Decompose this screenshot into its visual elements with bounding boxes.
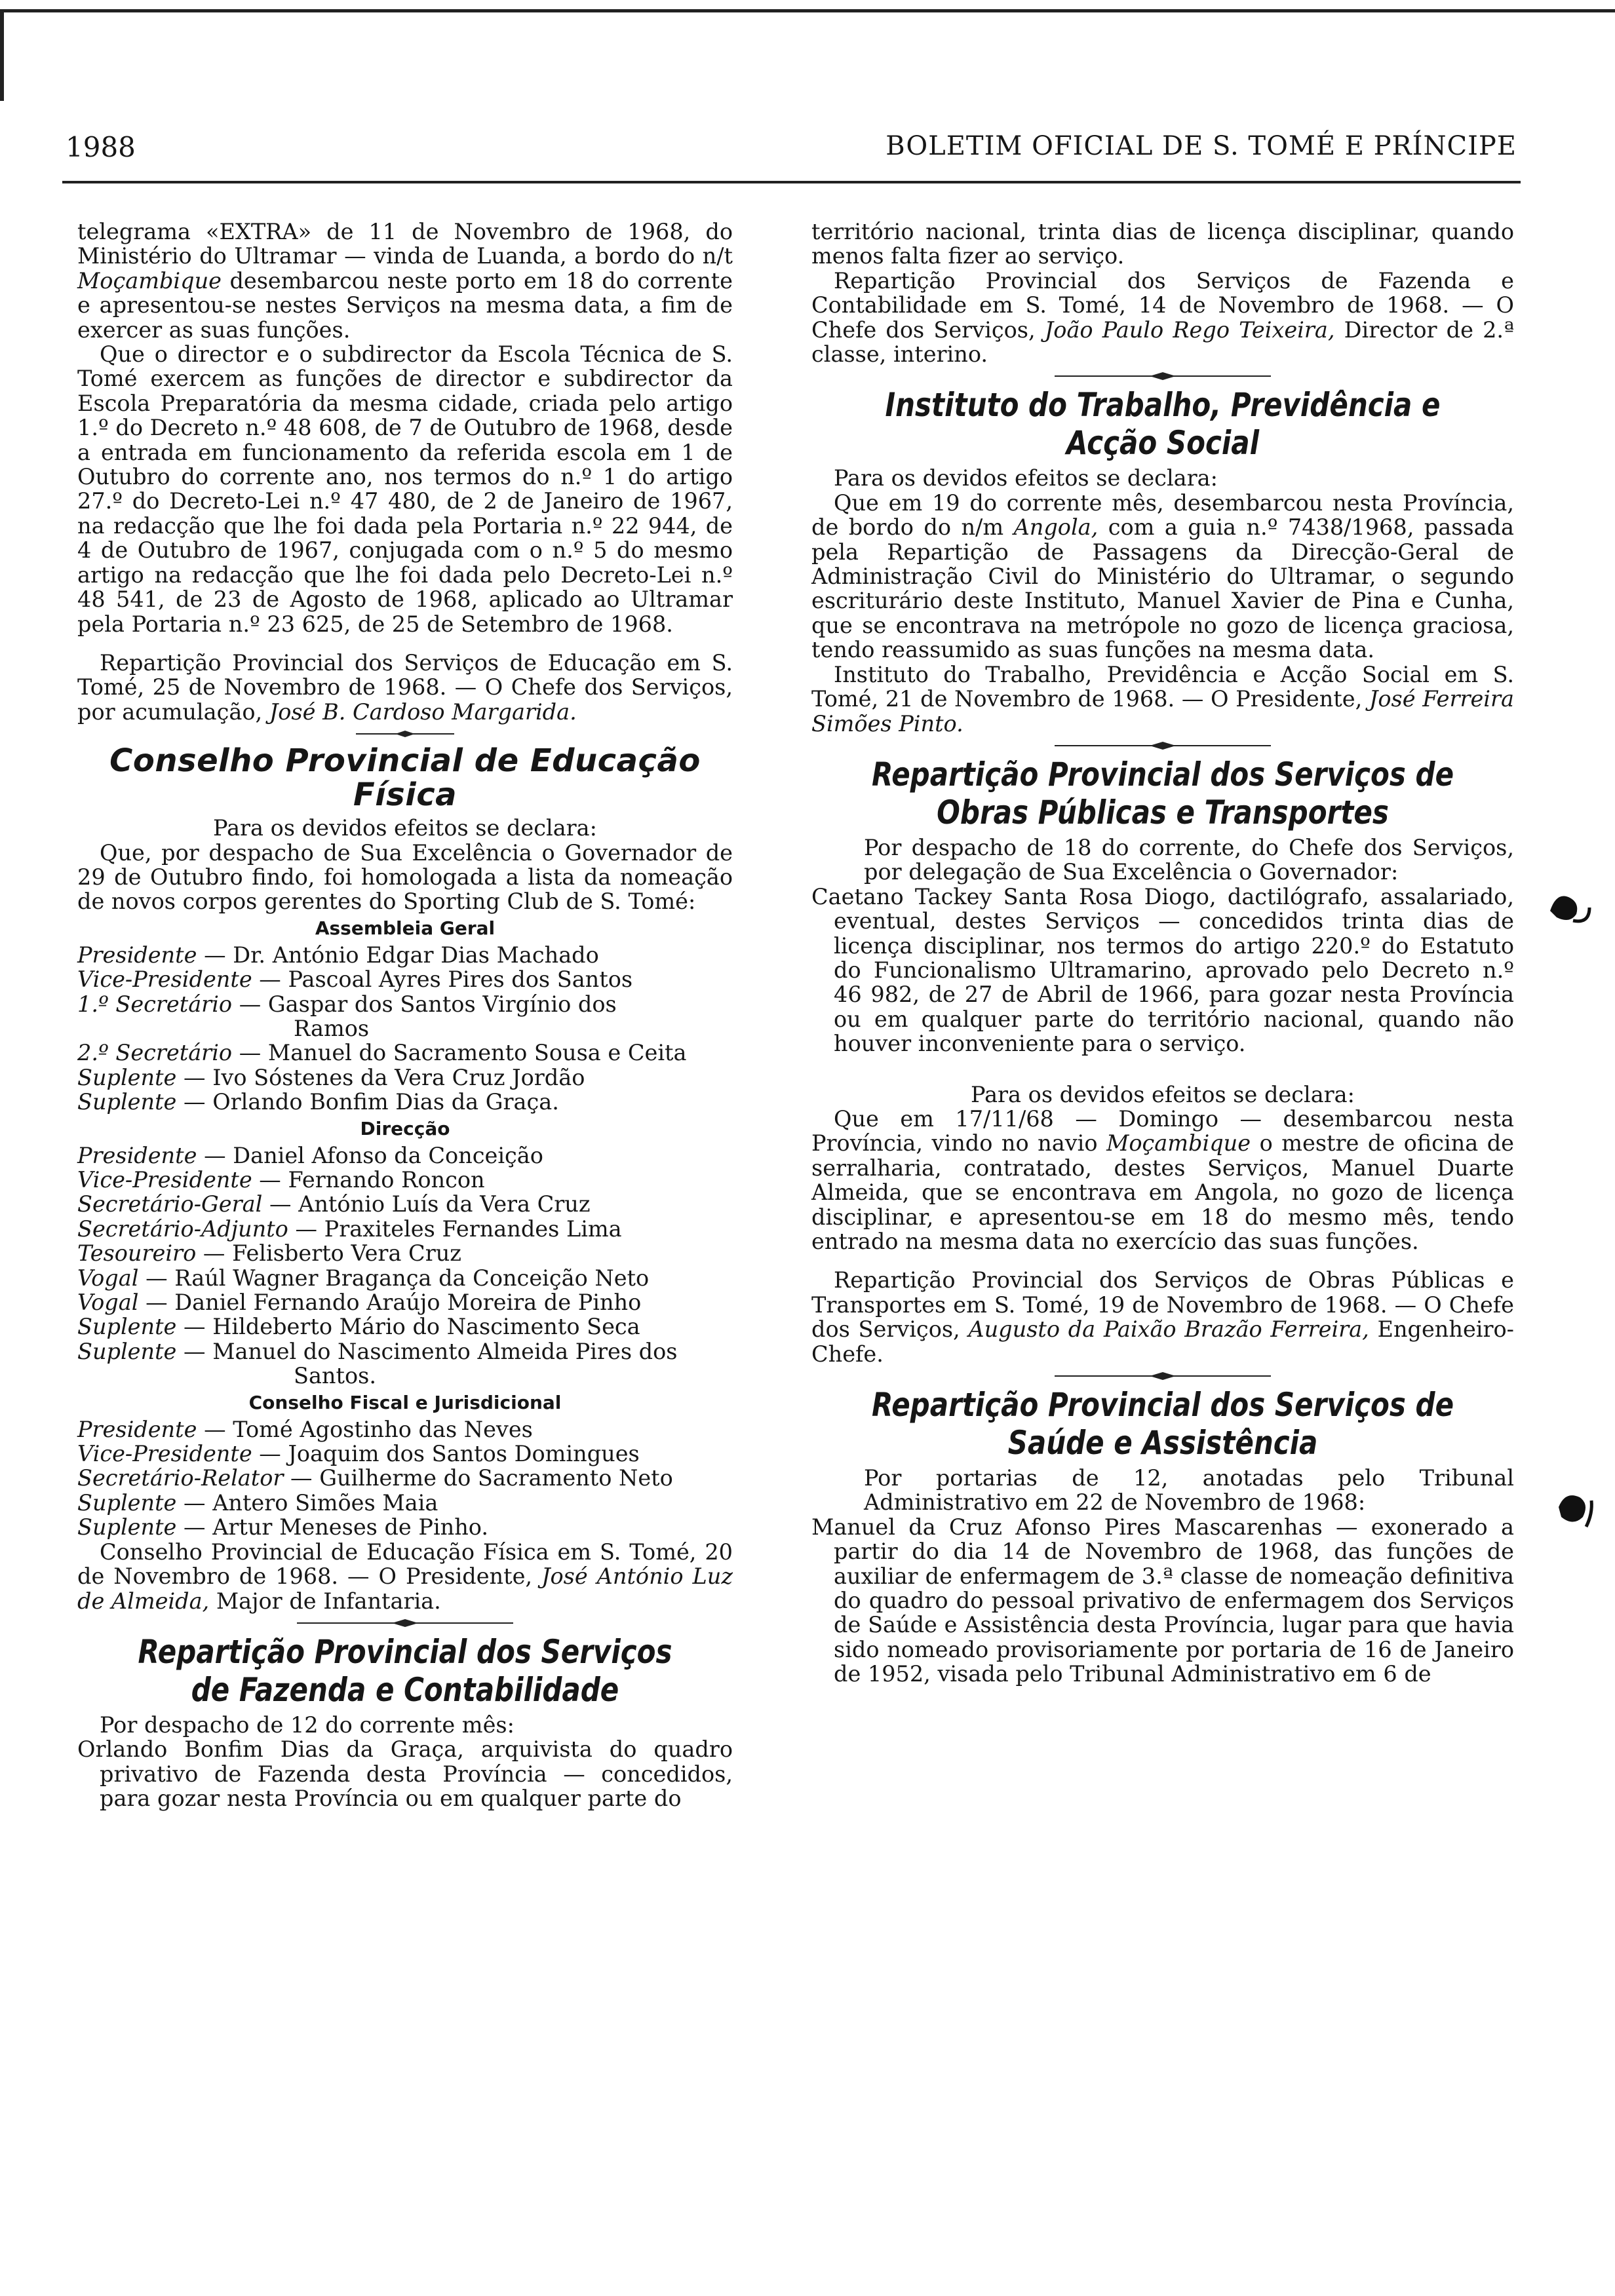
member-row: Suplente — Antero Simões Maia <box>77 1489 438 1516</box>
signature-paragraph: Repartição Provincial dos Serviços de Obras Públicas e Transportes em S. Tomé, 19 de Novembro de 1968. — O Chefe dos Serviços, Augusto da Paixão Brazão Ferreira, Engenheiro-Chefe. <box>811 1267 1514 1367</box>
name-continuation: Santos. <box>294 1363 376 1389</box>
member-list <box>77 1143 733 1388</box>
header-rule <box>62 181 1521 183</box>
member-row: Suplente — Hildeberto Mário do Nascimento Seca <box>77 1314 640 1340</box>
member-list <box>77 1417 733 1540</box>
member-row: Vogal — Raúl Wagner Bragança da Conceição Neto <box>77 1265 650 1291</box>
right-column <box>811 220 1514 1687</box>
member-row: Vogal — Daniel Fernando Araújo Moreira de Pinho <box>77 1290 642 1316</box>
member-row: Secretário-Relator — Guilherme do Sacramento Neto <box>77 1465 673 1491</box>
section-divider-ornament <box>297 1618 513 1628</box>
top-border-line <box>0 9 1615 12</box>
paragraph: Que em 17/11/68 — Domingo — desembarcou nesta Província, vindo no navio Moçambique o mestre de oficina de serralharia, contratado, destes Serviços, Manuel Duarte Almeida, que se encontrava em Angola, no gozo de licença disciplinar, e apresentou-se em 18 do mesmo mês, tendo entrado na mesma data no exercício das suas funções. <box>811 1105 1514 1254</box>
member-row: Suplente — Artur Meneses de Pinho. <box>77 1514 489 1540</box>
signature-paragraph: Repartição Provincial dos Serviços de Fazenda e Contabilidade em S. Tomé, 14 de Novembro de 1968. — O Chefe dos Serviços, João Paulo Rego Teixeira, Director de 2.ª classe, interino. <box>811 267 1514 368</box>
declaration-line: Para os devidos efeitos se declara: <box>834 465 1218 491</box>
member-row: Vice-Presidente — Joaquim dos Santos Domingues <box>77 1441 640 1467</box>
member-row: Suplente — Manuel do Nascimento Almeida Pires dos <box>77 1338 678 1364</box>
section-divider-ornament <box>356 729 454 738</box>
member-row: 2.º Secretário — Manuel do Sacramento Sousa e Ceita <box>77 1040 687 1066</box>
signature-paragraph: Conselho Provincial de Educação Física em S. Tomé, 20 de Novembro de 1968. — O Presidente, José António Luz de Almeida, Major de Infantaria. <box>77 1539 733 1614</box>
name-continuation: Ramos <box>294 1015 370 1041</box>
subheading: Direcção <box>360 1117 450 1139</box>
page-number: 1988 <box>66 131 136 163</box>
member-row: Presidente — Dr. António Edgar Dias Machado <box>77 942 599 968</box>
paragraph: Que o director e o subdirector da Escola Técnica de S. Tomé exercem as funções de director e subdirector da Escola Preparatória da mesma cidade, criada pelo artigo 1.º do Decreto n.º 48 608, de 7 de Outubro de 1968, desde a entrada em funcionamento da referida escola em 1 de Outubro do corrente ano, nos termos do n.º 1 do artigo 27.º do Decreto-Lei n.º 47 480, de 2 de Janeiro de 1967, na redacção que lhe foi dada pela Portaria n.º 22 944, de 4 de Outubro de 1967, conjugada com o n.º 5 do mesmo artigo na redacção que lhe foi dada pelo Decreto-Lei n.º 48 541, de 23 de Agosto de 1968, aplicado ao Ultramar pela Portaria n.º 23 625, de 25 de Setembro de 1968. <box>77 341 733 637</box>
section-title: Conselho Provincial de Educação Física <box>109 742 701 814</box>
member-row: Secretário-Geral — António Luís da Vera Cruz <box>77 1191 591 1217</box>
left-edge-mark <box>0 9 4 101</box>
paragraph: território nacional, trinta dias de licença disciplinar, quando menos falta fizer ao serviço. <box>811 219 1514 269</box>
ink-mark-icon <box>1553 1487 1599 1533</box>
paragraph: Que, por despacho de Sua Excelência o Governador de 29 de Outubro findo, foi homologada a lista da nomeação de novos corpos gerentes do Sporting Club de S. Tomé: <box>77 839 733 915</box>
subheading: Conselho Fiscal e Jurisdicional <box>248 1391 562 1413</box>
left-column <box>77 220 733 1811</box>
member-row: Vice-Presidente — Pascoal Ayres Pires dos Santos <box>77 966 633 993</box>
signature-paragraph: Repartição Provincial dos Serviços de Educação em S. Tomé, 25 de Novembro de 1968. — O Chefe dos Serviços, por acumulação, José B. Cardoso Margarida. <box>77 649 733 725</box>
section-title: Repartição Provincial dos Serviços de Fazenda e Contabilidade <box>138 1632 672 1709</box>
section-divider-ornament <box>1055 741 1271 750</box>
section-title: Repartição Provincial dos Serviços de Obras Públicas e Transportes <box>871 755 1454 832</box>
running-header: BOLETIM OFICIAL DE S. TOMÉ E PRÍNCIPE <box>885 131 1517 161</box>
subheading: Assembleia Geral <box>315 917 496 939</box>
paragraph: Que em 19 do corrente mês, desembarcou nesta Província, de bordo do n/m Angola, com a guia n.º 7438/1968, passada pela Repartição de Passagens da Direcção-Geral de Administração Civil do Ministério do Ultramar, o segundo escriturário deste Instituto, Manuel Xavier de Pina e Cunha, que se encontrava na metrópole no gozo de licença graciosa, tendo reassumido as suas funções na mesma data. <box>811 489 1514 663</box>
member-row: Tesoureiro — Felisberto Vera Cruz <box>77 1240 461 1267</box>
member-row: Vice-Presidente — Fernando Roncon <box>77 1167 485 1193</box>
section-title: Repartição Provincial dos Serviços de Saúde e Assistência <box>871 1386 1454 1463</box>
member-row: Secretário-Adjunto — Praxiteles Fernandes Lima <box>77 1215 622 1242</box>
declaration-line: Para os devidos efeitos se declara: <box>213 815 597 841</box>
section-title: Instituto do Trabalho, Previdência e Acção Social <box>885 386 1441 463</box>
paragraph: telegrama «EXTRA» de 11 de Novembro de 1968, do Ministério do Ultramar — vinda de Luanda, a bordo do n/t Moçambique desembarcou neste porto em 18 do corrente e apresentou-se nestes Serviços na mesma data, a fim de exercer as suas funções. <box>77 219 733 343</box>
member-row: Presidente — Tomé Agostinho das Neves <box>77 1416 533 1442</box>
paragraph: Caetano Tackey Santa Rosa Diogo, dactilógrafo, assalariado, eventual, destes Serviços — concedidos trinta dias de licença disciplinar, nos termos do artigo 220.º do Estatuto do Funcionalismo Ultramarino, aprovado pelo Decreto n.º 46 982, de 27 de Abril de 1966, para gozar nesta Província ou em qualquer parte do território nacional, quando não houver inconveniente para o serviço. <box>811 883 1514 1057</box>
paragraph: Orlando Bonfim Dias da Graça, arquivista do quadro privativo de Fazenda desta Província — concedidos, para gozar nesta Província ou em qualquer parte do <box>77 1736 733 1812</box>
member-row: Suplente — Ivo Sóstenes da Vera Cruz Jordão <box>77 1064 585 1090</box>
ink-mark-icon <box>1544 885 1596 930</box>
member-row: Suplente — Orlando Bonfim Dias da Graça. <box>77 1089 559 1115</box>
intro-line: Por despacho de 12 do corrente mês: <box>100 1712 515 1738</box>
intro-line: Por despacho de 18 do corrente, do Chefe dos Serviços, por delegação de Sua Excelência o Governador: <box>864 834 1514 885</box>
section-divider-ornament <box>1055 1371 1271 1381</box>
section-divider-ornament <box>1055 372 1271 381</box>
intro-line: Por portarias de 12, anotadas pelo Tribunal Administrativo em 22 de Novembro de 1968: <box>864 1465 1514 1516</box>
declaration-line: Para os devidos efeitos se declara: <box>971 1081 1355 1107</box>
member-row: Presidente — Daniel Afonso da Conceição <box>77 1142 543 1168</box>
member-row: 1.º Secretário — Gaspar dos Santos Virgínio dos <box>77 991 617 1017</box>
signature-paragraph: Instituto do Trabalho, Previdência e Acção Social em S. Tomé, 21 de Novembro de 1968. — O Presidente, José Ferreira Simões Pinto. <box>811 661 1514 737</box>
paragraph: Manuel da Cruz Afonso Pires Mascarenhas — exonerado a partir do dia 14 de Novembro de 1968, das funções de auxiliar de enfermagem de 3.ª classe de nomeação definitiva do quadro do pessoal privativo de enfermagem dos Serviços de Saúde e Assistência desta Província, lugar para que havia sido nomeado provisoriamente por portaria de 16 de Janeiro de 1952, visada pelo Tribunal Administrativo em 6 de <box>811 1514 1514 1687</box>
member-list <box>77 943 733 1115</box>
